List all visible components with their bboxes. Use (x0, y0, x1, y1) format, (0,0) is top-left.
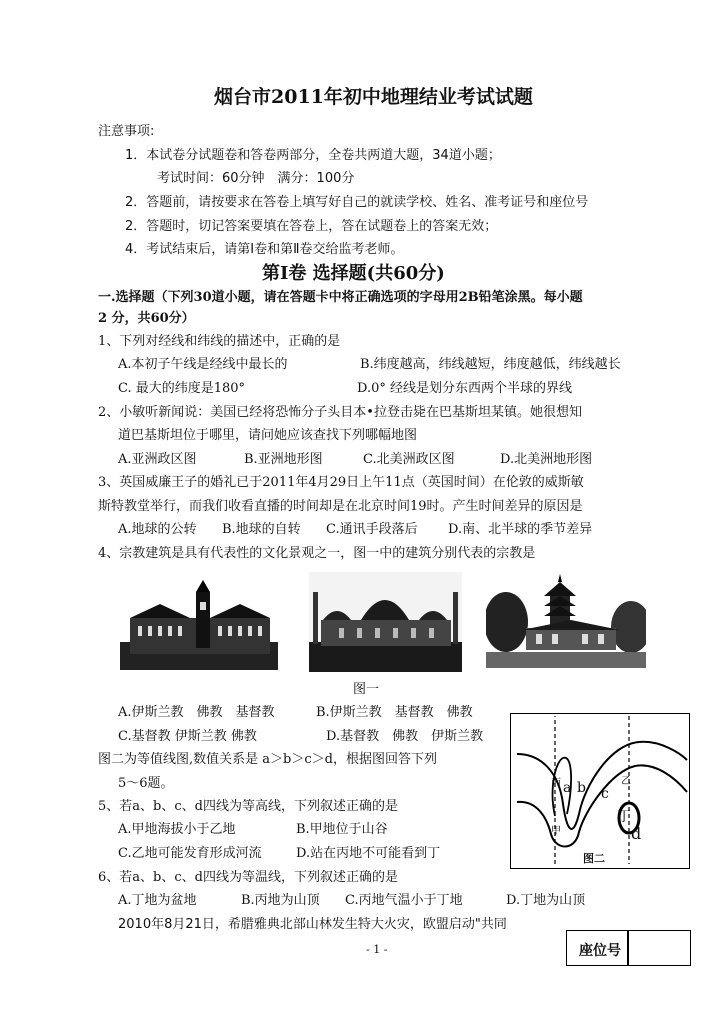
option: A.亚洲政区图 (118, 452, 197, 467)
notes-item: 4．考试结束后，请第Ⅰ卷和第Ⅱ卷交给监考老师。 (125, 242, 404, 257)
question-stem: 道巴基斯坦位于哪里，请问她应该查找下列哪幅地图 (118, 428, 418, 443)
figure2-contour-map (510, 713, 690, 869)
question-intro: 图二为等值线图,数值关系是 a＞b＞c＞d，根据图回答下列 (98, 752, 437, 767)
option: A.甲地海拔小于乙地 (118, 822, 236, 837)
figure2-label-b: b (577, 780, 586, 796)
notes-item: 2．答题时，切记答案要填在答卷上，答在试题卷上的答案无效； (125, 219, 498, 234)
pagoda-photo (486, 572, 646, 668)
option: C.基督教 伊斯兰教 佛教 (118, 729, 257, 744)
option: B.纬度越高，纬线越短，纬度越低，纬线越长 (360, 357, 621, 372)
seat-number-field[interactable] (629, 931, 690, 965)
part-heading: 一.选择题（下列30道小题，请在答题卡中将正确选项的字母用2B铅笔涂黑。每小题 (98, 290, 583, 305)
option: A.丁地为盆地 (118, 893, 197, 908)
option: B.地球的自转 (222, 522, 301, 537)
question-stem: 2、小敏听新闻说：美国已经将恐怖分子头目本•拉登击毙在巴基斯坦某镇。她很想知 (98, 405, 582, 420)
option: C.北美洲政区图 (363, 452, 455, 467)
seat-number-label: 座位号 (579, 943, 621, 959)
option: D.0° 经线是划分东西两个半球的界线 (357, 381, 572, 396)
option: A.地球的公转 (118, 522, 197, 537)
page-number: - 1 - (366, 943, 388, 956)
option: A.伊斯兰教 佛教 基督教 (118, 705, 275, 720)
option: D.基督教 佛教 伊斯兰教 (326, 729, 484, 744)
question-stem: 5、若a、b、c、d四线为等高线，下列叙述正确的是 (98, 799, 398, 814)
figure2-caption: 图二 (583, 852, 605, 865)
question-stem: 1、下列对经线和纬线的描述中，正确的是 (98, 334, 341, 349)
notes-heading: 注意事项: (98, 124, 155, 139)
notes-item: 考试时间：60分钟 满分：100分 (157, 171, 355, 186)
question-intro: 5～6题。 (118, 776, 174, 791)
question-stem: 2010年8月21日，希腊雅典北部山林发生特大火灾，欧盟启动"共同 (118, 917, 507, 932)
figure2-label-jia: 甲 (551, 826, 561, 837)
option: B.亚洲地形图 (244, 452, 323, 467)
figure2-label-d: d (631, 824, 642, 843)
question-stem: 6、若a、b、c、d四线为等温线，下列叙述正确的是 (98, 870, 398, 885)
option: C.丙地气温小于丁地 (345, 893, 463, 908)
figure2-label-ding: 丁 (617, 809, 631, 825)
option: C.通讯手段落后 (326, 522, 418, 537)
figure2-label-c: c (601, 786, 609, 802)
mosque-photo (309, 572, 462, 672)
notes-item: 1．本试卷分试题卷和答卷两部分，全卷共两道大题，34道小题； (125, 148, 501, 163)
option: C. 最大的纬度是180° (118, 381, 246, 396)
figure2-label-bing: 丙 (551, 778, 561, 789)
option: B.甲地位于山谷 (296, 822, 388, 837)
part-heading: 2 分，共60分） (98, 311, 195, 326)
figure2-label-a: a (563, 780, 572, 796)
option: D.站在丙地不可能看到丁 (296, 846, 441, 861)
page-title: 烟台市2011年初中地理结业考试试题 (214, 86, 533, 108)
section-title: 第Ⅰ卷 选择题(共60分) (262, 263, 445, 284)
question-stem: 3、英国威廉王子的婚礼已于2011年4月29日上午11点（英国时间）在伦敦的威斯敏 (98, 475, 584, 490)
option: B.伊斯兰教 基督教 佛教 (316, 705, 473, 720)
option: D.丁地为山顶 (506, 893, 586, 908)
figure2-label-yi: 乙 (621, 776, 631, 787)
option: C.乙地可能发育形成河流 (118, 846, 262, 861)
question-stem: 斯特教堂举行，而我们收看直播的时间却是在北京时间19时。产生时间差异的原因是 (98, 499, 583, 514)
option: D.北美洲地形图 (500, 452, 593, 467)
figure-caption: 图一 (353, 682, 380, 697)
option: D.南、北半球的季节差异 (448, 522, 593, 537)
question-stem: 4、宗教建筑是具有代表性的文化景观之一，图一中的建筑分别代表的宗教是 (98, 546, 536, 561)
option: B.丙地为山顶 (241, 893, 320, 908)
option: A.本初子午线是经线中最长的 (118, 357, 288, 372)
church-photo (120, 578, 278, 670)
notes-item: 2．答题前，请按要求在答卷上填写好自己的就读学校、姓名、准考证号和座位号 (125, 195, 589, 210)
seat-number-box (566, 930, 691, 966)
